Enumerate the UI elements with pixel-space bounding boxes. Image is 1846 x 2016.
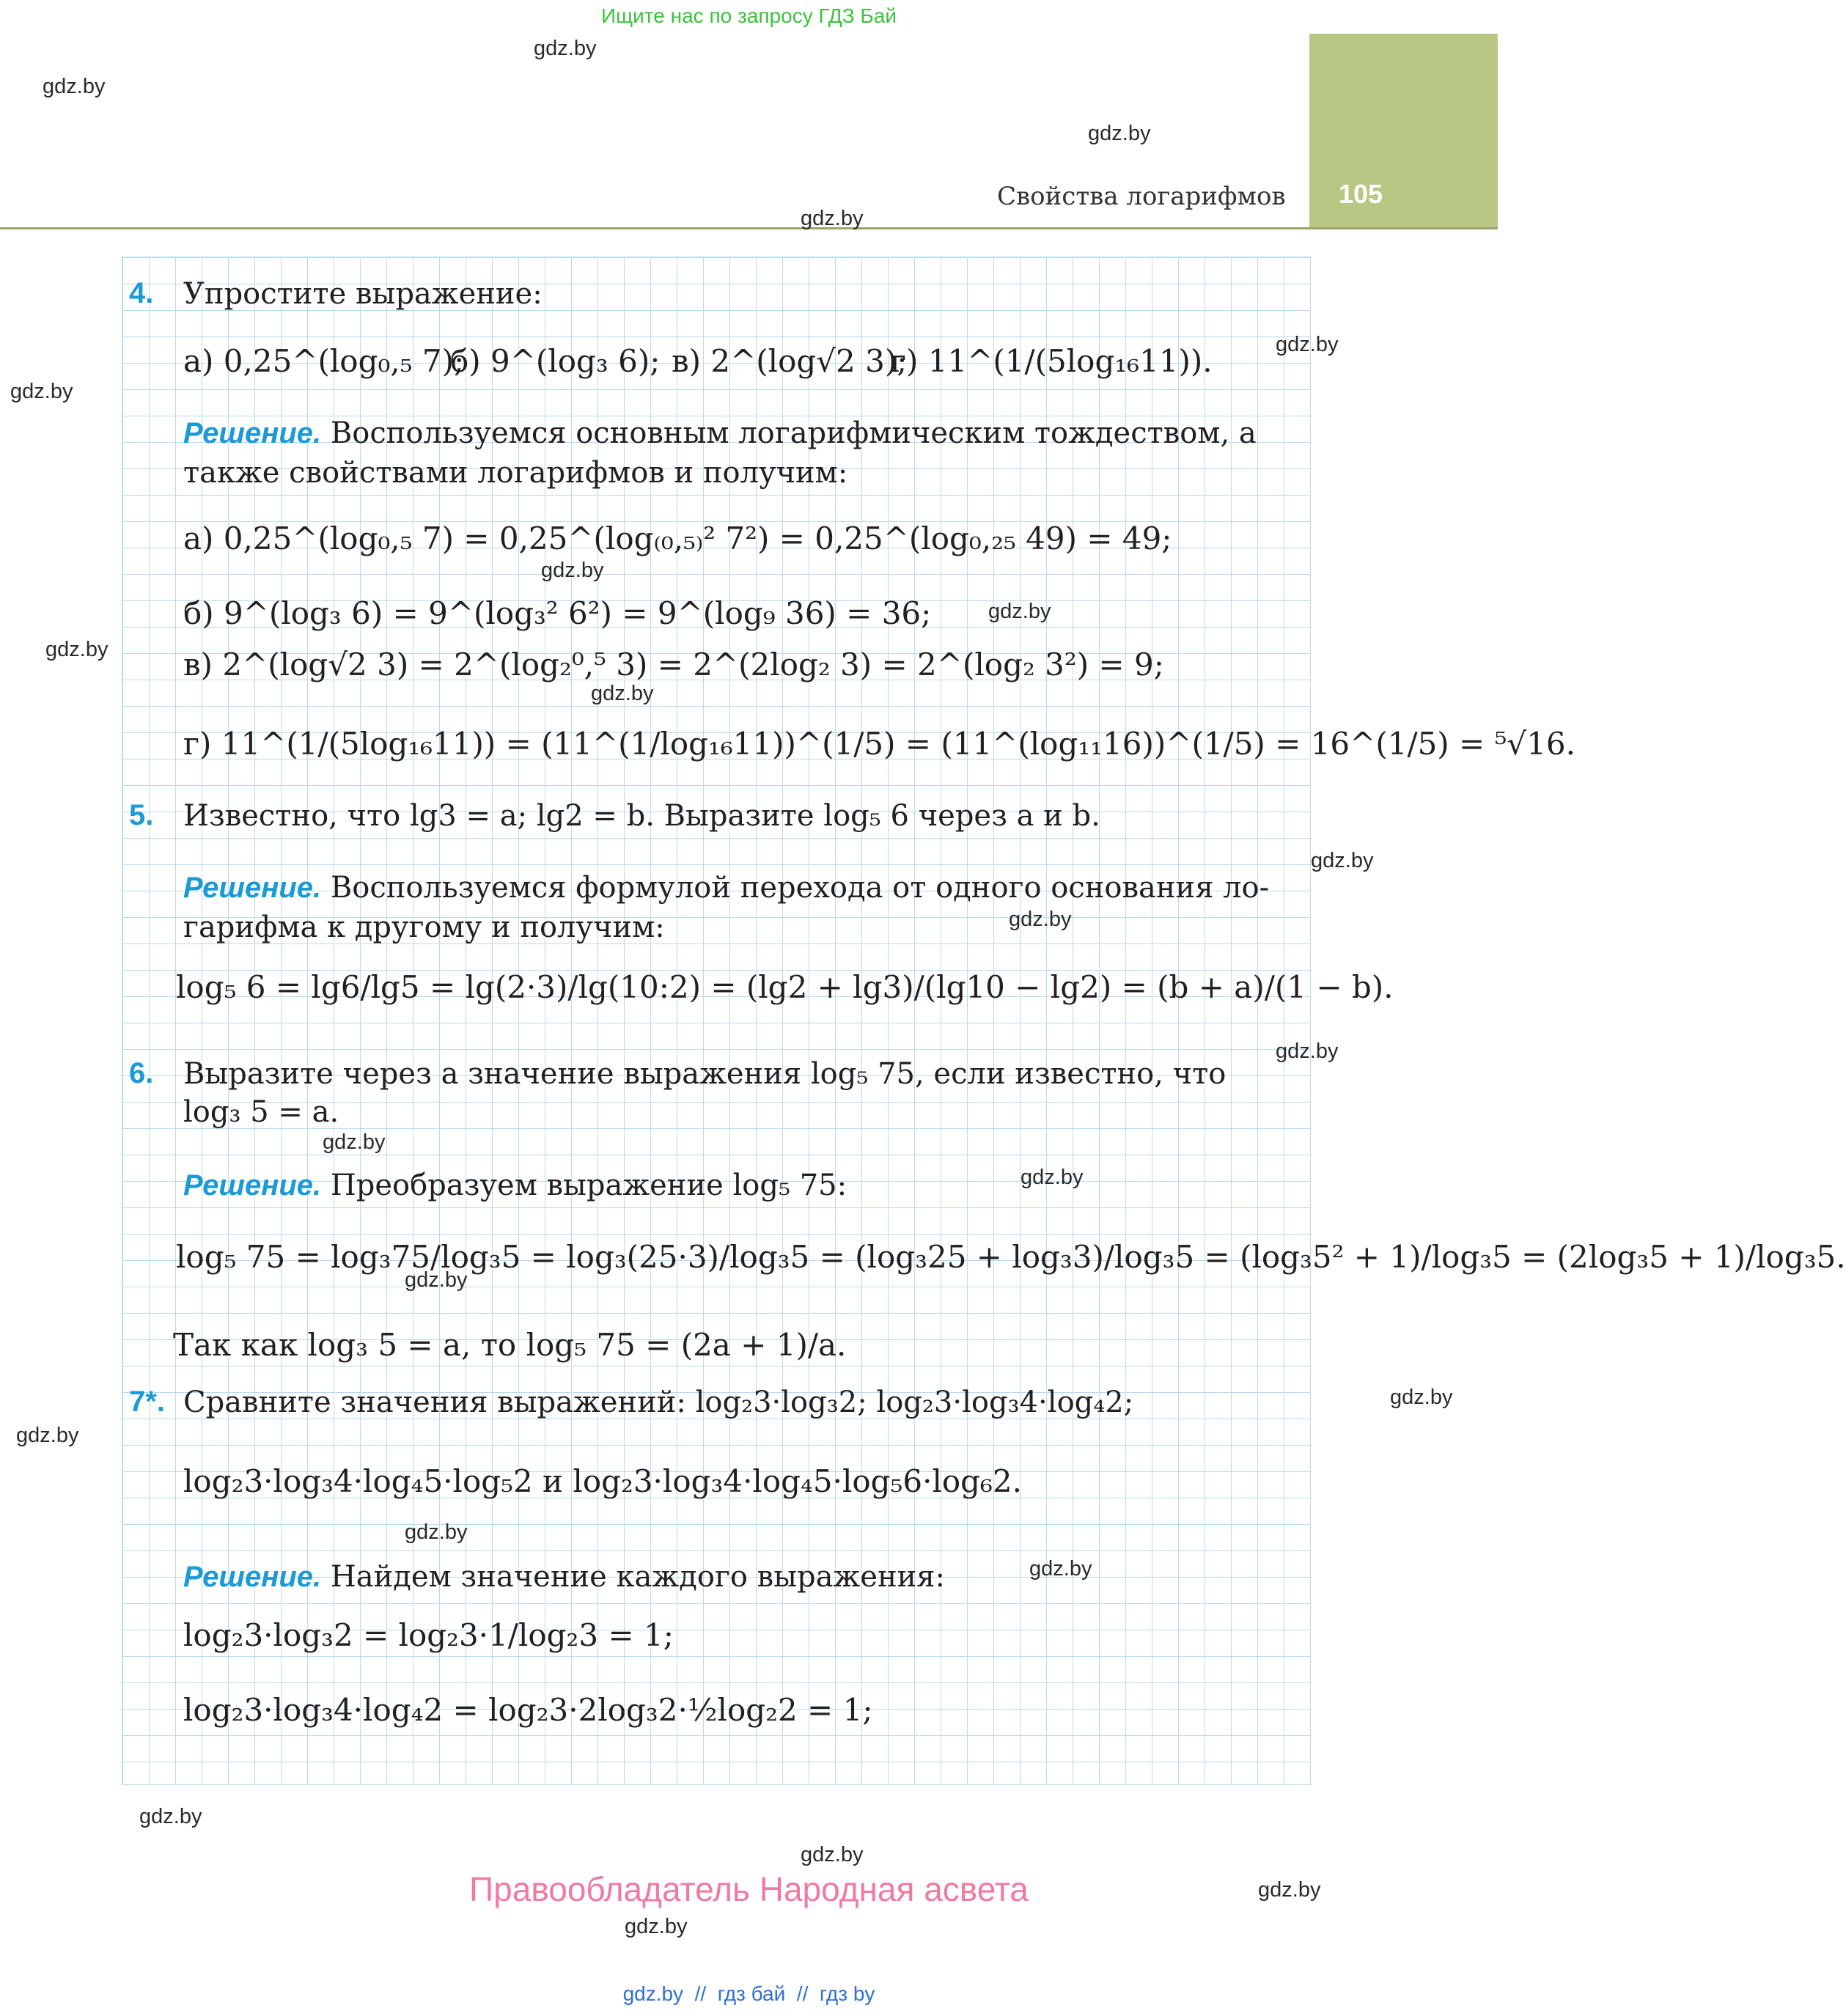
watermark[interactable]: gdz.by bbox=[1276, 1040, 1339, 1063]
problem-4-number: 4. bbox=[129, 277, 154, 309]
watermark[interactable]: gdz.by bbox=[405, 1268, 468, 1292]
watermark[interactable]: gdz.by bbox=[323, 1130, 386, 1154]
problem-7-line1: log₂3·log₃2 = log₂3·1/log₂3 = 1; bbox=[183, 1617, 674, 1653]
watermark[interactable]: gdz.by bbox=[1021, 1166, 1084, 1189]
problem-6-number: 6. bbox=[129, 1057, 154, 1089]
watermark[interactable]: gdz.by bbox=[625, 1915, 688, 1938]
watermark[interactable]: gdz.by bbox=[1311, 849, 1374, 872]
problem-6-task-line2: log₃ 5 = a. bbox=[183, 1095, 339, 1129]
watermark[interactable]: gdz.by bbox=[10, 380, 73, 403]
watermark[interactable]: gdz.by bbox=[534, 37, 597, 60]
watermark[interactable]: gdz.by bbox=[1029, 1557, 1092, 1581]
watermark[interactable]: gdz.by bbox=[1390, 1386, 1453, 1409]
header-rule bbox=[0, 227, 1498, 229]
problem-7-number: 7*. bbox=[129, 1386, 165, 1418]
problem-4-item-d: г) 11^(1/(5log₁₆11)). bbox=[890, 343, 1213, 379]
problem-7-task-line2: log₂3·log₃4·log₄5·log₅2 и log₂3·log₃4·log₄5·log₅6·log₆2. bbox=[183, 1463, 1022, 1499]
solution-label: Решение. bbox=[183, 1561, 322, 1593]
problem-5-solution-line1: Решение. Воспользуемся формулой перехода от одного основания ло- bbox=[183, 871, 1270, 905]
top-banner[interactable]: Ищите нас по запросу ГДЗ Бай bbox=[600, 4, 897, 27]
problem-6-task-line1: Выразите через a значение выражения log₅ 75, если известно, что bbox=[183, 1057, 1227, 1091]
problem-5-number: 5. bbox=[129, 799, 154, 831]
problem-7-solution: Решение. Найдем значение каждого выражения: bbox=[183, 1560, 945, 1594]
watermark[interactable]: gdz.by bbox=[541, 559, 604, 582]
problem-4-item-a: а) 0,25^(log₀,₅ 7); bbox=[183, 343, 465, 379]
watermark[interactable]: gdz.by bbox=[1088, 122, 1151, 145]
solution-label: Решение. bbox=[183, 872, 322, 904]
problem-6-conclusion: Так как log₃ 5 = a, то log₅ 75 = (2a + 1)/a. bbox=[173, 1327, 847, 1363]
problem-6-solution: Решение. Преобразуем выражение log₅ 75: bbox=[183, 1169, 847, 1202]
watermark[interactable]: gdz.by bbox=[801, 207, 864, 230]
problem-5-task: Известно, что lg3 = a; lg2 = b. Выразите log₅ 6 через a и b. bbox=[183, 799, 1100, 833]
watermark[interactable]: gdz.by bbox=[1276, 333, 1339, 356]
watermark[interactable]: gdz.by bbox=[591, 682, 654, 705]
problem-4-solution-d: г) 11^(1/(5log₁₆11)) = (11^(1/log₁₆11))^(1/5) = (11^(log₁₁16))^(1/5) = 16^(1/5) = ⁵√16. bbox=[183, 726, 1575, 762]
problem-4-solution-b: б) 9^(log₃ 6) = 9^(log₃² 6²) = 9^(log₉ 36) = 36; bbox=[183, 595, 932, 631]
watermark[interactable]: gdz.by bbox=[1009, 908, 1072, 931]
problem-5-formula: log₅ 6 = lg6/lg5 = lg(2·3)/lg(10:2) = (lg2 + lg3)/(lg10 − lg2) = (b + a)/(1 − b). bbox=[176, 969, 1394, 1005]
problem-4-solution-line1: Решение. Воспользуемся основным логарифмическим тождеством, а bbox=[183, 416, 1257, 450]
page-number: 105 bbox=[1339, 179, 1383, 209]
rights-holder: Правообладатель Народная асвета bbox=[469, 1870, 1029, 1908]
watermark[interactable]: gdz.by bbox=[139, 1805, 202, 1828]
problem-6-formula: log₅ 75 = log₃75/log₃5 = log₃(25·3)/log₃5 = (log₃25 + log₃3)/log₃5 = (log₃5² + 1)/log₃5 = (2log₃5 + 1)/log₃5. bbox=[176, 1239, 1846, 1275]
problem-4-solution-a: а) 0,25^(log₀,₅ 7) = 0,25^(log₍₀,₅₎² 7²) = 0,25^(log₀,₂₅ 49) = 49; bbox=[183, 520, 1172, 556]
solution-label: Решение. bbox=[183, 1169, 322, 1202]
header-title: Свойства логарифмов bbox=[997, 182, 1286, 211]
problem-4-task: Упростите выражение: bbox=[183, 277, 543, 311]
problem-4-item-c: в) 2^(log√2 3); bbox=[672, 343, 908, 379]
solution-label: Решение. bbox=[183, 417, 322, 449]
problem-4-item-b: б) 9^(log₃ 6); bbox=[450, 343, 661, 379]
watermark[interactable]: gdz.by bbox=[801, 1843, 864, 1866]
header-accent-block bbox=[1309, 34, 1498, 229]
watermark[interactable]: gdz.by bbox=[405, 1520, 468, 1544]
watermark[interactable]: gdz.by bbox=[45, 638, 109, 661]
footer-links[interactable]: gdz.by // гдз бай // гдз by bbox=[622, 1982, 875, 2005]
problem-7-line2: log₂3·log₃4·log₄2 = log₂3·2log₃2·½log₂2 = 1; bbox=[183, 1692, 873, 1728]
watermark[interactable]: gdz.by bbox=[1258, 1878, 1321, 1902]
watermark[interactable]: gdz.by bbox=[16, 1424, 79, 1447]
watermark[interactable]: gdz.by bbox=[988, 600, 1051, 623]
watermark[interactable]: gdz.by bbox=[43, 75, 106, 98]
problem-4-solution-line2: также свойствами логарифмов и получим: bbox=[183, 456, 848, 490]
problem-7-task-line1: Сравните значения выражений: log₂3·log₃2; log₂3·log₃4·log₄2; bbox=[183, 1386, 1134, 1419]
problem-4-solution-c: в) 2^(log√2 3) = 2^(log₂⁰,⁵ 3) = 2^(2log₂ 3) = 2^(log₂ 3²) = 9; bbox=[183, 647, 1164, 683]
problem-5-solution-line2: гарифма к другому и получим: bbox=[183, 910, 665, 944]
